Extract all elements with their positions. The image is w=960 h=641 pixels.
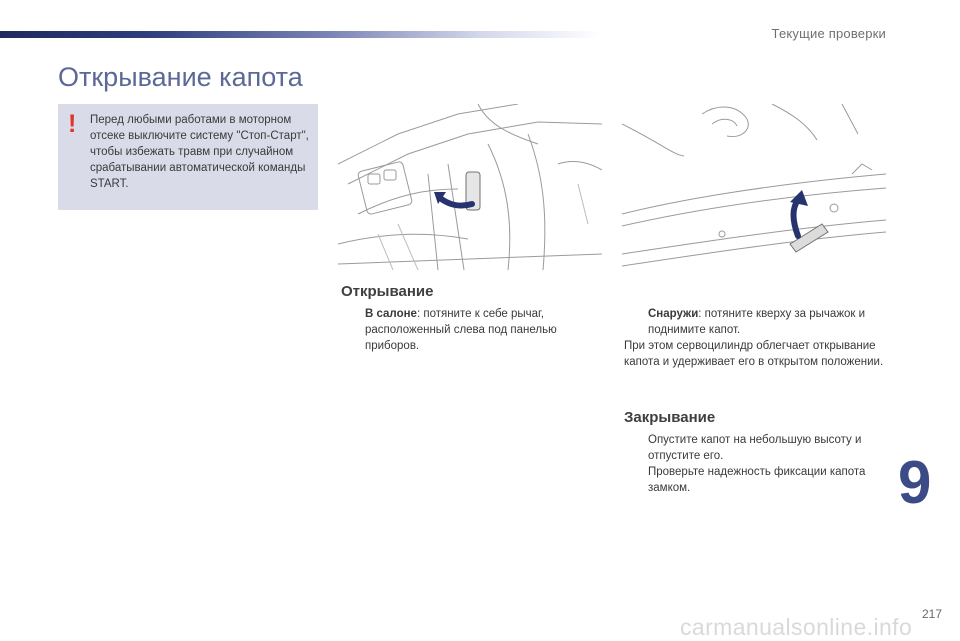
section-title: Текущие проверки xyxy=(771,26,886,41)
exterior-latch-illustration xyxy=(622,104,886,270)
closing-item-text: Проверьте надежность фиксации капота замком. xyxy=(648,466,866,494)
outside-label: Снаружи xyxy=(648,308,699,320)
page-title: Открывание капота xyxy=(58,62,303,92)
closing-item-text: Опустите капот на небольшую высоту и отпустите его. xyxy=(648,434,862,462)
watermark: carmanualsonline.info xyxy=(680,614,913,640)
opening-heading: Открывание xyxy=(341,283,434,300)
opening-inside-item xyxy=(341,306,601,354)
exclamation-icon: ! xyxy=(68,110,77,138)
header-gradient-bar xyxy=(0,31,600,38)
closing-item xyxy=(624,464,888,496)
opening-note: При этом сервоцилиндр облегчает открывание капота и удерживает его в открытом положении. xyxy=(624,340,884,368)
inside-text: : потяните к себе рычаг, расположенный слева под панелью приборов. xyxy=(365,308,557,352)
page-number: 217 xyxy=(921,607,942,621)
opening-outside-item xyxy=(624,306,888,338)
inside-label: В салоне xyxy=(365,308,417,320)
chapter-number: 9 xyxy=(898,449,932,516)
warning-text: Перед любыми работами в моторном отсеке выключите систему "Стоп-Старт", чтобы избежать травм при случайном срабатывании автоматической команды START. xyxy=(90,114,309,190)
interior-lever-illustration xyxy=(338,104,602,270)
warning-box xyxy=(58,104,318,210)
outside-text: : потяните кверху за рычажок и поднимите капот. xyxy=(648,308,866,336)
closing-item xyxy=(624,432,888,464)
closing-heading: Закрывание xyxy=(624,409,716,426)
